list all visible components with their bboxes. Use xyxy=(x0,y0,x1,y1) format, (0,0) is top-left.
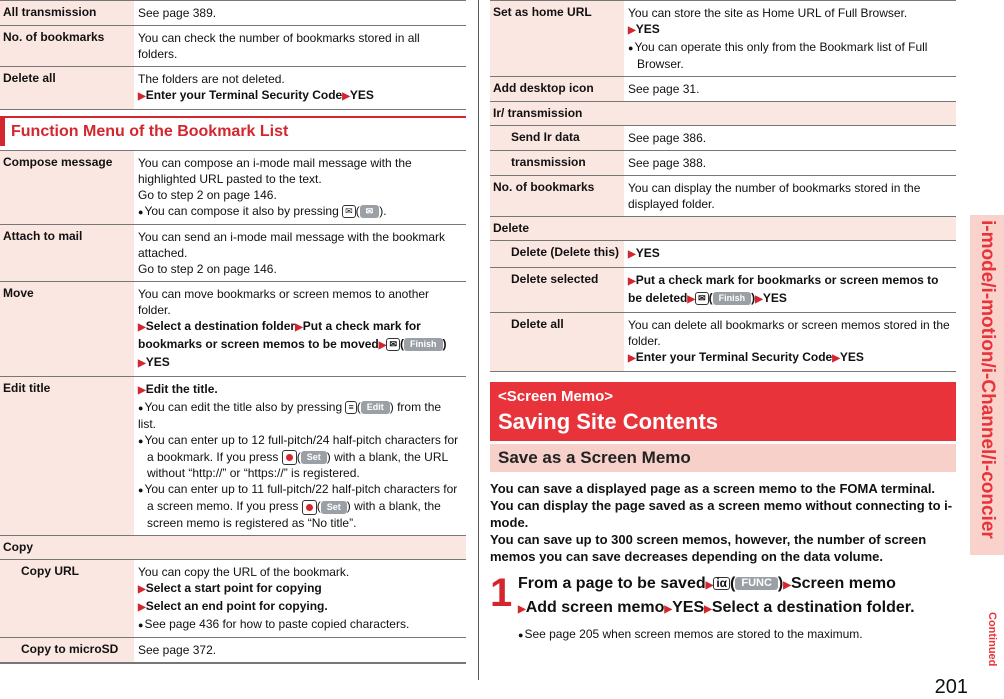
text-line: list. xyxy=(138,417,156,431)
banner-subtitle: <Screen Memo> xyxy=(498,388,614,405)
text-line: Browser. xyxy=(637,57,684,71)
bullet-icon: ● xyxy=(138,619,144,630)
row-value: You can compose an i-mode mail message with the highlighted URL pasted to the text. Go to step 2 on page 146. ●You can compose it also by pressing ✉ ( ✉ ). xyxy=(134,151,466,224)
finish-softkey: Finish xyxy=(713,292,752,305)
row-edit-title xyxy=(0,376,466,535)
row-ir-transmission xyxy=(490,101,956,175)
arrow-icon: ▶ xyxy=(628,353,636,364)
right-column xyxy=(490,0,956,641)
envelope-softkey-icon: ✉ xyxy=(360,205,380,218)
column-divider xyxy=(478,0,479,680)
finish-softkey: Finish xyxy=(404,338,443,351)
text-line: You can compose an i-mode mail message with the xyxy=(138,156,412,170)
arrow-icon: ▶ xyxy=(664,604,673,615)
arrow-icon: ▶ xyxy=(138,322,146,333)
row-label: Delete all xyxy=(508,313,624,371)
row-value xyxy=(134,67,466,109)
arrow-icon: ▶ xyxy=(705,580,714,591)
bullet-icon: ● xyxy=(138,485,144,496)
arrow-icon: ▶ xyxy=(518,604,526,615)
arrow-icon: ▶ xyxy=(138,91,146,102)
text-line: You can enter up to 12 full-pitch/24 half-pitch characters for xyxy=(144,433,459,447)
subrow-transmission xyxy=(490,150,956,175)
text-line: YES xyxy=(349,88,374,102)
text-line: YES xyxy=(145,355,170,369)
paragraph: You can save a displayed page as a screen memo to the FOMA terminal. You can display the page saved as a screen memo without connecting to i-mode. xyxy=(490,481,953,530)
row-label: Move xyxy=(0,282,134,376)
text-line: See page 205 when screen memos are stored to the maximum. xyxy=(524,627,863,641)
subrow-delete-selected xyxy=(490,267,956,312)
text-line: Select a start point for copying xyxy=(145,580,322,595)
bullet-icon: ● xyxy=(138,436,144,446)
set-softkey: Set xyxy=(321,501,347,514)
text-line: attached. xyxy=(138,246,188,260)
mail-key-icon: ✉ xyxy=(695,292,709,305)
text-line: with a blank, the xyxy=(354,499,441,514)
text-line: YES xyxy=(635,246,660,260)
section-title: Function Menu of the Bookmark List xyxy=(0,116,466,146)
row-label: Add desktop icon xyxy=(490,77,624,101)
text-line: with a blank, the URL xyxy=(334,450,449,464)
text-line: a bookmark. If you press xyxy=(147,450,279,464)
text-line: Screen memo xyxy=(790,575,896,592)
row-label: Delete selected xyxy=(508,268,624,312)
text-line: You can enter up to 11 full-pitch/22 half-pitch characters for xyxy=(144,482,458,497)
arrow-icon: ▶ xyxy=(378,340,387,351)
arrow-icon: ▶ xyxy=(295,322,303,333)
text-line: From a page to be saved xyxy=(518,575,706,592)
side-tab-label: i-mode/i-motion/i-Channel/i-concier xyxy=(977,220,998,539)
text-line: displayed folder. xyxy=(628,197,715,211)
row-copy xyxy=(0,535,466,664)
text-line: The folders are not deleted. xyxy=(138,72,285,86)
row-value: See page 388. xyxy=(628,156,707,170)
continued-label: Continued xyxy=(986,612,998,667)
arrow-icon: ▶ xyxy=(342,91,350,102)
arrow-icon: ▶ xyxy=(704,604,712,615)
text-line: bookmarks or screen memos to be moved xyxy=(138,337,379,351)
text-line: You can send an i-mode mail message with the bookmark xyxy=(138,230,446,244)
row-label: Delete xyxy=(490,217,956,240)
row-move xyxy=(0,281,466,376)
row-label: Copy xyxy=(0,536,466,559)
row-value xyxy=(624,241,956,267)
row-set-home-url xyxy=(490,0,956,76)
step-note xyxy=(490,627,956,641)
left-column xyxy=(0,0,466,664)
text-line: Go to step 2 on page 146. xyxy=(138,262,277,276)
text-line: without “http://” or “https://” is registered. xyxy=(147,466,360,481)
row-value xyxy=(624,313,956,371)
text-line: highlighted URL pasted to the text. xyxy=(138,172,322,186)
i-alpha-key-icon: iα xyxy=(713,577,730,590)
arrow-icon: ▶ xyxy=(628,276,636,287)
text-line: Select a destination folder xyxy=(145,319,296,333)
arrow-icon: ▶ xyxy=(138,358,146,369)
text-line: Select a destination folder. xyxy=(711,599,915,616)
step-number: 1 xyxy=(490,571,513,615)
arrow-icon: ▶ xyxy=(628,25,636,36)
row-value: ▶Edit the title. ●You can edit the title also by pressing ≡ ( Edit ) from the list. ●You can enter up to 12 full-pitch/24 half-pitch characters for a bookmark. If you press ( Set ) with a blank, the URL without “http://” or “https://” is registered. ●You can enter up to 11 full-pitch/22 half-pitch characters for a screen memo. If you press ( Set ) with a blank, the screen memo is registered as “No title”. xyxy=(134,377,466,535)
subrow-delete-this xyxy=(490,240,956,267)
row-label: Copy to microSD xyxy=(18,638,134,662)
mail-key-icon: ✉ xyxy=(342,205,356,218)
text-line: You can compose it also by pressing xyxy=(144,204,339,218)
text-line: screen memo is registered as “No title”. xyxy=(147,515,357,530)
row-label: No. of bookmarks xyxy=(490,176,624,216)
row-label: Set as home URL xyxy=(490,1,624,76)
banner-title: Saving Site Contents xyxy=(498,409,719,434)
function-table xyxy=(0,150,466,664)
arrow-icon: ▶ xyxy=(755,294,763,305)
row-label: Compose message xyxy=(0,151,134,224)
arrow-icon: ▶ xyxy=(138,385,146,396)
row-label: Edit title xyxy=(0,377,134,535)
step-text: From a page to be saved▶ iα ( FUNC )▶Screen memo ▶Add screen memo▶YES▶Select a destination folder. xyxy=(518,575,915,616)
arrow-icon: ▶ xyxy=(138,583,146,595)
edit-softkey: Edit xyxy=(361,401,390,414)
row-label: Delete (Delete this) xyxy=(508,241,624,267)
set-softkey: Set xyxy=(301,451,327,464)
text-line: You can delete all bookmarks or screen memos stored in the xyxy=(628,318,950,332)
text-line: YES xyxy=(762,291,787,305)
mail-key-icon: ✉ xyxy=(386,338,400,351)
text-line: Enter your Terminal Security Code xyxy=(635,350,833,364)
text-line: Put a check mark for xyxy=(302,319,421,333)
text-line: Add screen memo xyxy=(525,599,665,616)
center-key-icon xyxy=(282,450,297,465)
text-line: Go to step 2 on page 146. xyxy=(138,188,277,202)
row-attach-to-mail xyxy=(0,224,466,281)
row-label: Send Ir data xyxy=(508,126,624,150)
text-line: a screen memo. If you press xyxy=(147,499,299,514)
screen-memo-banner xyxy=(490,382,956,441)
row-add-desktop-icon xyxy=(490,76,956,101)
bullet-icon: ● xyxy=(138,207,144,217)
text-line: folder. xyxy=(628,334,661,348)
arrow-icon: ▶ xyxy=(138,601,146,613)
text-line: See page 436 for how to paste copied characters. xyxy=(144,616,410,631)
row-label: Delete all xyxy=(0,67,134,109)
row-all-transmission xyxy=(0,0,466,25)
row-no-of-bookmarks xyxy=(490,175,956,216)
row-value xyxy=(624,176,956,216)
bullet-icon: ● xyxy=(628,43,634,53)
center-key-icon xyxy=(302,500,317,515)
text-line: Edit the title. xyxy=(145,382,218,396)
text-line: YES xyxy=(635,22,660,36)
page-number: 201 xyxy=(934,676,968,698)
row-label: Ir/ transmission xyxy=(490,102,956,125)
row-value xyxy=(134,560,466,637)
row-delete-all xyxy=(0,66,466,110)
text-line: from the xyxy=(397,400,442,414)
row-no-of-bookmarks xyxy=(0,25,466,66)
bullet-icon: ● xyxy=(138,403,144,413)
text-line: Put a check mark for bookmarks or screen memos to xyxy=(635,273,939,287)
row-label: Copy URL xyxy=(18,560,134,637)
text-line: You can copy the URL of the bookmark. xyxy=(138,564,350,579)
arrow-icon: ▶ xyxy=(783,580,791,591)
row-value: You can check the number of bookmarks stored in all folders. xyxy=(138,31,420,61)
text-line: You can move bookmarks or screen memos to another folder. xyxy=(138,287,430,317)
menu-key-icon: ≡ xyxy=(345,401,356,414)
text-line: You can edit the title also by pressing xyxy=(144,400,343,414)
subrow-copy-microsd xyxy=(0,637,466,663)
row-value: See page 31. xyxy=(628,82,700,96)
arrow-icon: ▶ xyxy=(687,294,696,305)
text-line: You can store the site as Home URL of Full Browser. xyxy=(628,6,908,20)
arrow-icon: ▶ xyxy=(628,249,636,260)
subrow-delete-all xyxy=(490,312,956,371)
row-label: No. of bookmarks xyxy=(0,26,134,66)
row-delete xyxy=(490,216,956,372)
text-line: You can display the number of bookmarks stored in the xyxy=(628,181,921,195)
row-label: transmission xyxy=(508,151,624,175)
bullet-icon: ● xyxy=(518,630,524,640)
row-value xyxy=(624,1,956,76)
row-value: ▶Put a check mark for bookmarks or screen memos to be deleted▶ ✉ ( Finish )▶YES xyxy=(628,273,939,305)
text-line: Enter your Terminal Security Code xyxy=(145,88,343,102)
arrow-icon: ▶ xyxy=(832,353,840,364)
text-line: be deleted xyxy=(628,291,688,305)
row-compose-message xyxy=(0,150,466,224)
row-value xyxy=(134,225,466,281)
text-line: YES xyxy=(672,599,705,616)
subrow-send-ir xyxy=(490,125,956,150)
row-label: Attach to mail xyxy=(0,225,134,281)
paragraph: You can save up to 300 screen memos, however, the number of screen memos you can save decreases depending on the data volume. xyxy=(490,532,927,564)
text-line: Select an end point for copying. xyxy=(145,598,328,613)
func-softkey: FUNC xyxy=(735,577,778,590)
text-line: YES xyxy=(839,350,864,364)
row-value: See page 389. xyxy=(138,6,217,20)
subrow-copy-url xyxy=(0,559,466,637)
row-value: See page 386. xyxy=(628,131,707,145)
row-value: You can move bookmarks or screen memos to another folder. ▶Select a destination folder▶Put a check mark for bookmarks or screen memos to be moved▶ ✉ ( Finish ) ▶YES xyxy=(134,282,466,376)
row-label: All transmission xyxy=(0,1,134,25)
row-value: See page 372. xyxy=(138,642,217,657)
sub-banner: Save as a Screen Memo xyxy=(490,444,956,472)
step-1 xyxy=(490,573,956,621)
text-line: You can operate this only from the Bookmark list of Full xyxy=(634,40,928,54)
